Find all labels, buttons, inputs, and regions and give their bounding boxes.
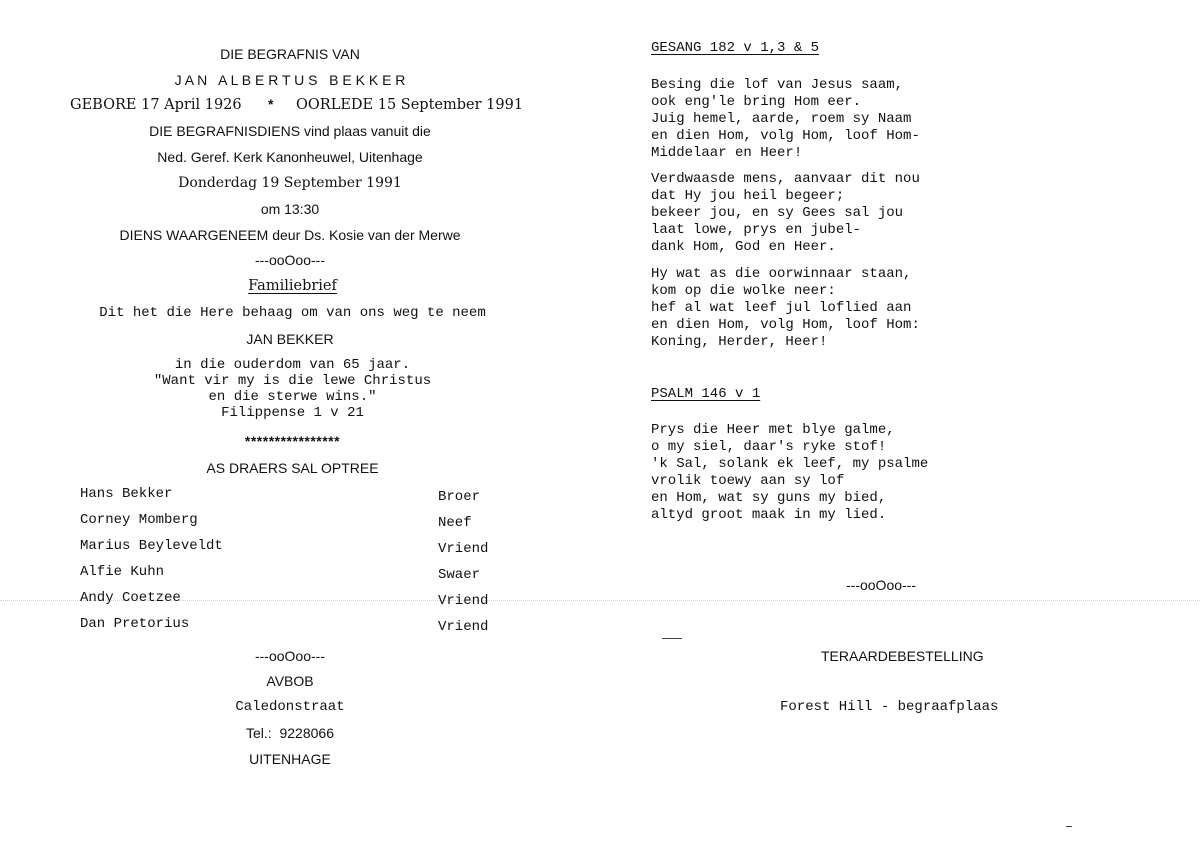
verse-line: kom op die wolke neer: <box>651 283 836 299</box>
undertaker-name: AVBOB <box>266 673 314 689</box>
burial-place: Forest Hill - begraafplaas <box>780 699 999 715</box>
verse-line: en Hom, wat sy guns my bied, <box>651 490 887 506</box>
divider-ornament: ---ooOoo--- <box>846 577 917 593</box>
service-time: om 13:30 <box>260 201 320 217</box>
divider-ornament: ---ooOoo--- <box>254 648 325 664</box>
scan-speck <box>662 638 682 639</box>
verse-line: Koning, Herder, Heer! <box>651 334 828 350</box>
verse-line: dat Hy jou heil begeer; <box>651 188 845 204</box>
bearer-name: Hans Bekker <box>80 486 173 502</box>
verse-line: altyd groot maak in my lied. <box>651 507 887 523</box>
burial-title: TERAARDEBESTELLING <box>821 648 984 664</box>
scripture-quote-line-1: "Want vir my is die lewe Christus <box>153 373 432 389</box>
verse-line: Middelaar en Heer! <box>651 145 803 161</box>
bearer-relation: Swaer <box>438 567 481 583</box>
verse-line: bekeer jou, en sy Gees sal jou <box>651 205 904 221</box>
birth-line: GEBORE 17 April 1926 <box>70 97 242 113</box>
service-date: Donderdag 19 September 1991 <box>178 175 402 191</box>
familiebrief-title <box>0 278 585 294</box>
age-line: in die ouderdom van 65 jaar. <box>174 357 411 373</box>
verse-line: vrolik toewy aan sy lof <box>651 473 845 489</box>
verse-line: 'k Sal, solank ek leef, my psalme <box>651 456 929 472</box>
familiebrief-title-text: Familiebrief <box>248 278 337 294</box>
verse-line: laat lowe, prys en jubel- <box>651 222 862 238</box>
bearer-name: Alfie Kuhn <box>80 564 165 580</box>
bearer-relation: Neef <box>438 515 472 531</box>
bearer-name: Corney Momberg <box>80 512 198 528</box>
bearers-title: AS DRAERS SAL OPTREE <box>206 460 379 476</box>
scripture-reference: Filippense 1 v 21 <box>221 405 364 421</box>
verse-line: dank Hom, God en Heer. <box>651 239 836 255</box>
bearer-relation: Vriend <box>438 541 489 557</box>
divider-ornament: ---ooOoo--- <box>254 252 325 268</box>
verse-line: Juig hemel, aarde, roem sy Naam <box>651 111 912 127</box>
bearer-relation: Vriend <box>438 593 489 609</box>
undertaker-town: UITENHAGE <box>249 751 331 767</box>
verse-line: hef al wat leef jul loflied aan <box>651 300 912 316</box>
hymn-1-title <box>651 40 819 56</box>
deceased-short-name: JAN BEKKER <box>246 331 334 347</box>
bearer-relation: Vriend <box>438 619 489 635</box>
stars-separator: **************** <box>244 433 341 449</box>
service-line-1: DIE BEGRAFNISDIENS vind plaas vanuit die <box>149 123 431 139</box>
verse-line: Besing die lof van Jesus saam, <box>651 77 904 93</box>
bearer-name: Dan Pretorius <box>80 616 190 632</box>
scan-speck <box>1066 826 1072 827</box>
verse-line: en dien Hom, volg Hom, loof Hom- <box>651 128 920 144</box>
verse-line: en dien Hom, volg Hom, loof Hom: <box>651 317 920 333</box>
bearer-name: Andy Coetzee <box>80 590 181 606</box>
bearer-name: Marius Beyleveldt <box>80 538 223 554</box>
verse-line: Verdwaasde mens, aanvaar dit nou <box>651 171 920 187</box>
birth-death-separator: * <box>268 96 274 112</box>
verse-line: Hy wat as die oorwinnaar staan, <box>651 266 912 282</box>
scripture-quote-line-2: en die sterwe wins." <box>208 389 377 405</box>
hymn-1-title-text: GESANG 182 v 1,3 & 5 <box>651 40 820 56</box>
service-line-2: Ned. Geref. Kerk Kanonheuwel, Uitenhage <box>157 149 423 165</box>
familiebrief-line: Dit het die Here behaag om van ons weg te neem <box>99 305 486 321</box>
verse-line: Prys die Heer met blye galme, <box>651 422 895 438</box>
hymn-2-title <box>651 386 760 402</box>
verse-line: o my siel, daar's ryke stof! <box>651 439 887 455</box>
bearer-relation: Broer <box>438 489 481 505</box>
verse-line: ook eng'le bring Hom eer. <box>651 94 862 110</box>
undertaker-street: Caledonstraat <box>235 699 345 715</box>
undertaker-phone: Tel.: 9228066 <box>246 725 334 741</box>
deceased-name: J A N A L B E R T U S B E K K E R <box>174 72 406 88</box>
funeral-heading: DIE BEGRAFNIS VAN <box>220 46 360 62</box>
officiant-line: DIENS WAARGENEEM deur Ds. Kosie van der Merwe <box>119 227 461 243</box>
death-line: OORLEDE 15 September 1991 <box>296 97 524 113</box>
hymn-2-title-text: PSALM 146 v 1 <box>651 386 761 402</box>
